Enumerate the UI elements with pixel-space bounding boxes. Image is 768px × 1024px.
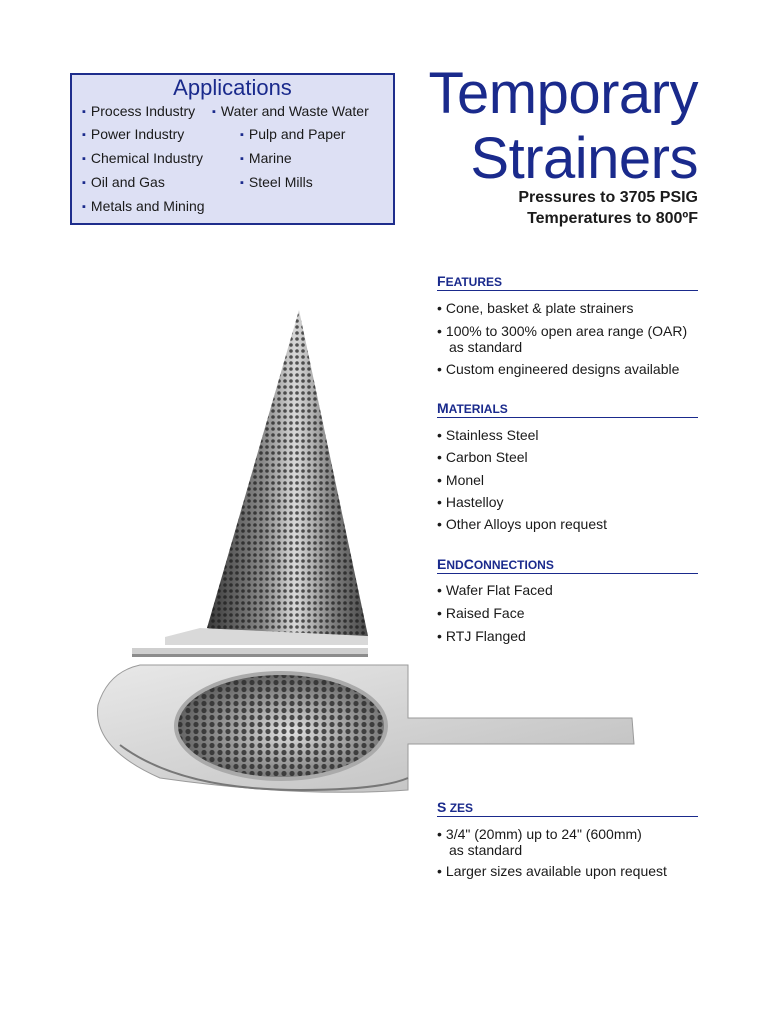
application-item: ▪ Chemical Industry (82, 150, 203, 166)
bullet-icon: ▪ (82, 153, 86, 165)
feature-item: • Custom engineered designs available (437, 361, 680, 377)
application-item: ▪ Water and Waste Water (212, 103, 369, 119)
bullet-icon: ▪ (82, 106, 86, 118)
feature-item: • 100% to 300% open area range (OAR) as standard (437, 323, 688, 355)
sizes-heading: S ZES (437, 799, 698, 817)
bullet-icon: ▪ (240, 177, 244, 189)
application-item: ▪ Power Industry (82, 126, 185, 142)
bullet-icon: ▪ (212, 106, 216, 118)
bullet-icon: ▪ (82, 177, 86, 189)
material-item: • Other Alloys upon request (437, 516, 608, 532)
bullet-icon: ▪ (240, 129, 244, 141)
feature-item: • Cone, basket & plate strainers (437, 300, 634, 316)
application-item: ▪ Metals and Mining (82, 198, 205, 214)
size-item: • Larger sizes available upon request (437, 863, 667, 879)
material-item: • Carbon Steel (437, 449, 528, 465)
size-item: • 3/4" (20mm) up to 24" (600mm) as standard (437, 826, 642, 858)
material-item: • Monel (437, 472, 485, 488)
application-item: ▪ Oil and Gas (82, 174, 165, 190)
end-connection-item: • RTJ Flanged (437, 628, 526, 644)
plate-strainer-image (98, 665, 634, 792)
material-item: • Stainless Steel (437, 427, 539, 443)
application-item: ▪ Pulp and Paper (240, 126, 346, 142)
features-heading: FEATURES (437, 273, 698, 291)
bullet-icon: ▪ (82, 201, 86, 213)
subtitle-pressure: Pressures to 3705 PSIG (518, 189, 698, 206)
end-connection-item: • Wafer Flat Faced (437, 582, 553, 598)
page-title-line1: Temporary (428, 61, 698, 126)
cone-strainer-image (132, 310, 368, 657)
bullet-icon: ▪ (240, 153, 244, 165)
application-item: ▪ Marine (240, 150, 292, 166)
bullet-icon: ▪ (82, 129, 86, 141)
application-item: ▪ Process Industry (82, 103, 196, 119)
end-connection-item: • Raised Face (437, 605, 525, 621)
materials-heading: MATERIALS (437, 400, 698, 418)
page-title-line2: Strainers (470, 126, 698, 191)
end-connections-heading: ENDCONNECTIONS (437, 556, 698, 574)
application-item: ▪ Steel Mills (240, 174, 313, 190)
material-item: • Hastelloy (437, 494, 504, 510)
subtitle-temperature: Temperatures to 800ºF (527, 210, 698, 227)
applications-title: Applications (173, 75, 292, 100)
